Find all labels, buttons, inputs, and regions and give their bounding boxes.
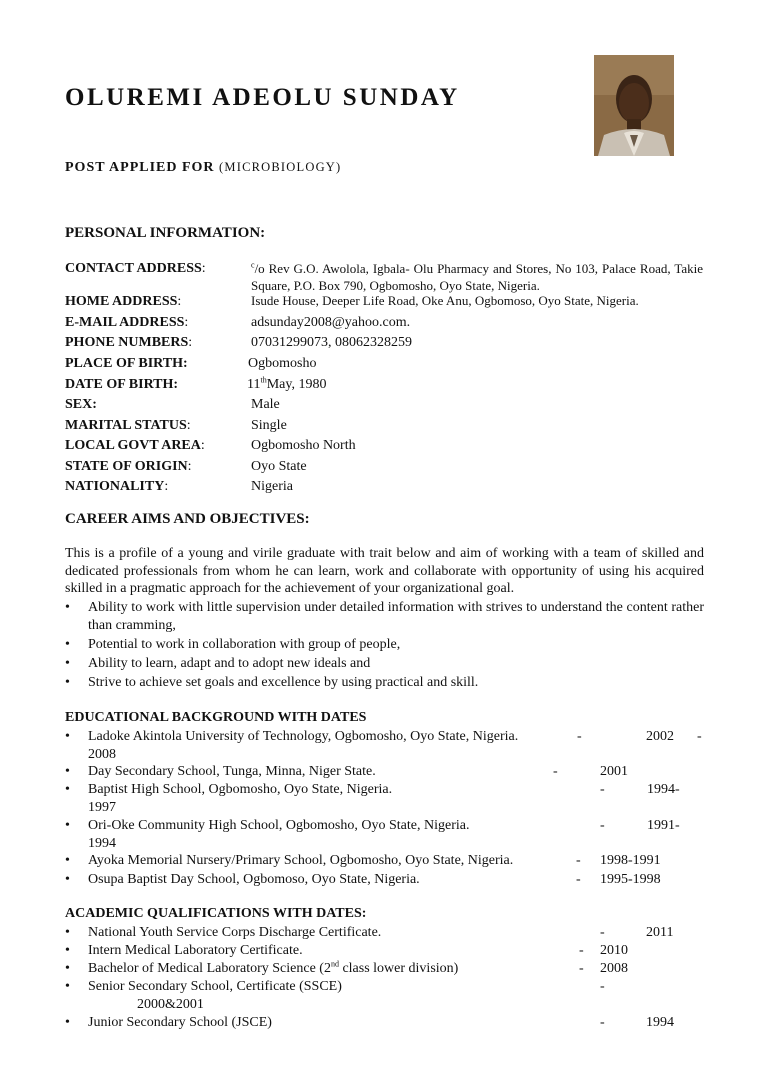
bullet-icon: • xyxy=(65,925,70,940)
bullet-icon: • xyxy=(65,961,70,976)
qualification-dash: - xyxy=(579,943,584,958)
marital-status-label: MARITAL STATUS: xyxy=(65,418,191,433)
qualification-year: 2010 xyxy=(600,943,628,958)
applicant-name: OLUREMI ADEOLU SUNDAY xyxy=(65,84,460,111)
education-year-end: 1997 xyxy=(88,799,116,815)
qualification-dash: - xyxy=(600,925,605,940)
bullet-icon: • xyxy=(65,675,70,690)
bullet-icon: • xyxy=(65,600,70,615)
qualification-year: 2000&2001 xyxy=(137,996,204,1012)
nationality-value: Nigeria xyxy=(251,479,293,494)
career-aims-heading: CAREER AIMS AND OBJECTIVES: xyxy=(65,511,310,527)
qualification-dash: - xyxy=(600,979,605,994)
education-year: 1998-1991 xyxy=(600,853,661,868)
marital-status-value: Single xyxy=(251,418,287,433)
place-of-birth-label: PLACE OF BIRTH: xyxy=(65,356,188,371)
qualification-year: 2008 xyxy=(600,961,628,976)
career-paragraph: This is a profile of a young and virile graduate with trait below and aim of working with a team of skilled and dedicated professionals from whom he can learn, work and collaborate with opportunity of using his acquired skilled in a pragmatic approach for the achievement of your organizational goal. xyxy=(65,546,704,596)
sex-label: SEX: xyxy=(65,397,97,412)
post-applied-field: (MICROBIOLOGY) xyxy=(219,160,342,174)
bullet-icon: • xyxy=(65,872,70,887)
education-year: 2002 xyxy=(646,729,674,744)
bullet-icon: • xyxy=(65,818,70,833)
date-of-birth-label: DATE OF BIRTH: xyxy=(65,377,179,392)
education-dash: - xyxy=(576,853,581,868)
contact-address-label: CONTACT ADDRESS: xyxy=(65,261,206,276)
email-value: adsunday2008@yahoo.com. xyxy=(251,315,411,330)
bullet-icon: • xyxy=(65,782,70,797)
education-school: Ladoke Akintola University of Technology, Ogbomosho, Oyo State, Nigeria. xyxy=(88,729,519,744)
bullet-icon: • xyxy=(65,729,70,744)
education-dash: - xyxy=(600,818,605,833)
education-year-end: 2008 xyxy=(88,746,116,762)
qualification-dash: - xyxy=(600,1015,605,1030)
education-school: Ori-Oke Community High School, Ogbomosho, Oyo State, Nigeria. xyxy=(88,818,470,833)
bullet-icon: • xyxy=(65,943,70,958)
post-applied-label: POST APPLIED FOR xyxy=(65,160,215,175)
place-of-birth-value: Ogbomosho xyxy=(248,356,317,371)
education-dash: - xyxy=(697,729,702,744)
bullet-icon: • xyxy=(65,853,70,868)
date-of-birth-value: 11thMay, 1980 xyxy=(247,375,327,392)
qualification-text: Bachelor of Medical Laboratory Science (2nd class lower division) xyxy=(88,959,459,976)
bullet-icon: • xyxy=(65,764,70,779)
education-dash: - xyxy=(577,729,582,744)
education-heading: EDUCATIONAL BACKGROUND WITH DATES xyxy=(65,710,367,725)
state-of-origin-label: STATE OF ORIGIN: xyxy=(65,459,192,474)
education-school: Ayoka Memorial Nursery/Primary School, Ogbomosho, Oyo State, Nigeria. xyxy=(88,853,514,868)
nationality-label: NATIONALITY: xyxy=(65,479,169,494)
phone-label: PHONE NUMBERS: xyxy=(65,335,193,350)
education-year: 1991- xyxy=(647,818,680,833)
applicant-photo xyxy=(594,55,674,156)
career-bullet-text: Ability to learn, adapt and to adopt new ideals and xyxy=(88,656,371,671)
bullet-icon: • xyxy=(65,637,70,652)
career-bullet-text: Strive to achieve set goals and excellence by using practical and skill. xyxy=(88,675,479,690)
qualification-text: Intern Medical Laboratory Certificate. xyxy=(88,943,303,958)
personal-information-heading: PERSONAL INFORMATION: xyxy=(65,225,266,241)
education-school: Baptist High School, Ogbomosho, Oyo State, Nigeria. xyxy=(88,782,393,797)
qualification-dash: - xyxy=(579,961,584,976)
career-bullet-text: Potential to work in collaboration with group of people, xyxy=(88,637,401,652)
education-year-end: 1994 xyxy=(88,835,116,851)
qualification-text: Senior Secondary School, Certificate (SSCE) xyxy=(88,979,342,994)
phone-value: 07031299073, 08062328259 xyxy=(251,335,412,350)
state-of-origin-value: Oyo State xyxy=(251,459,307,474)
education-school: Osupa Baptist Day School, Ogbomoso, Oyo State, Nigeria. xyxy=(88,872,420,887)
education-year: 2001 xyxy=(600,764,628,779)
education-year: 1994- xyxy=(647,782,680,797)
qualification-text: National Youth Service Corps Discharge Certificate. xyxy=(88,925,382,940)
qualification-year: 1994 xyxy=(646,1015,674,1030)
education-dash: - xyxy=(600,782,605,797)
home-address-value: Isude House, Deeper Life Road, Oke Anu, Ogbomoso, Oyo State, Nigeria. xyxy=(251,293,639,308)
home-address-label: HOME ADDRESS: xyxy=(65,294,182,309)
contact-address-value: $^c$/o Rev G.O. Awolola, Igbala- Olu Pharmacy and Stores, No 103, Palace Road, Takie Square, P.O. Box 790, Ogbomosho, Oyo State, Nigeria. xyxy=(251,260,703,293)
bullet-icon: • xyxy=(65,979,70,994)
qualification-text: Junior Secondary School (JSCE) xyxy=(88,1015,272,1030)
bullet-icon: • xyxy=(65,656,70,671)
education-dash: - xyxy=(553,764,558,779)
education-dash: - xyxy=(576,872,581,887)
academic-heading: ACADEMIC QUALIFICATIONS WITH DATES: xyxy=(65,906,367,921)
email-label: E-MAIL ADDRESS: xyxy=(65,315,189,330)
local-govt-label: LOCAL GOVT AREA: xyxy=(65,438,205,453)
education-year: 1995-1998 xyxy=(600,872,661,887)
bullet-icon: • xyxy=(65,1015,70,1030)
sex-value: Male xyxy=(251,397,280,412)
qualification-year: 2011 xyxy=(646,925,674,940)
career-bullet-text: Ability to work with little supervision under detailed information with strives to understand the content rather than cramming, xyxy=(88,600,704,633)
post-applied-line xyxy=(65,160,341,176)
local-govt-value: Ogbomosho North xyxy=(251,438,356,453)
education-school: Day Secondary School, Tunga, Minna, Niger State. xyxy=(88,764,376,779)
